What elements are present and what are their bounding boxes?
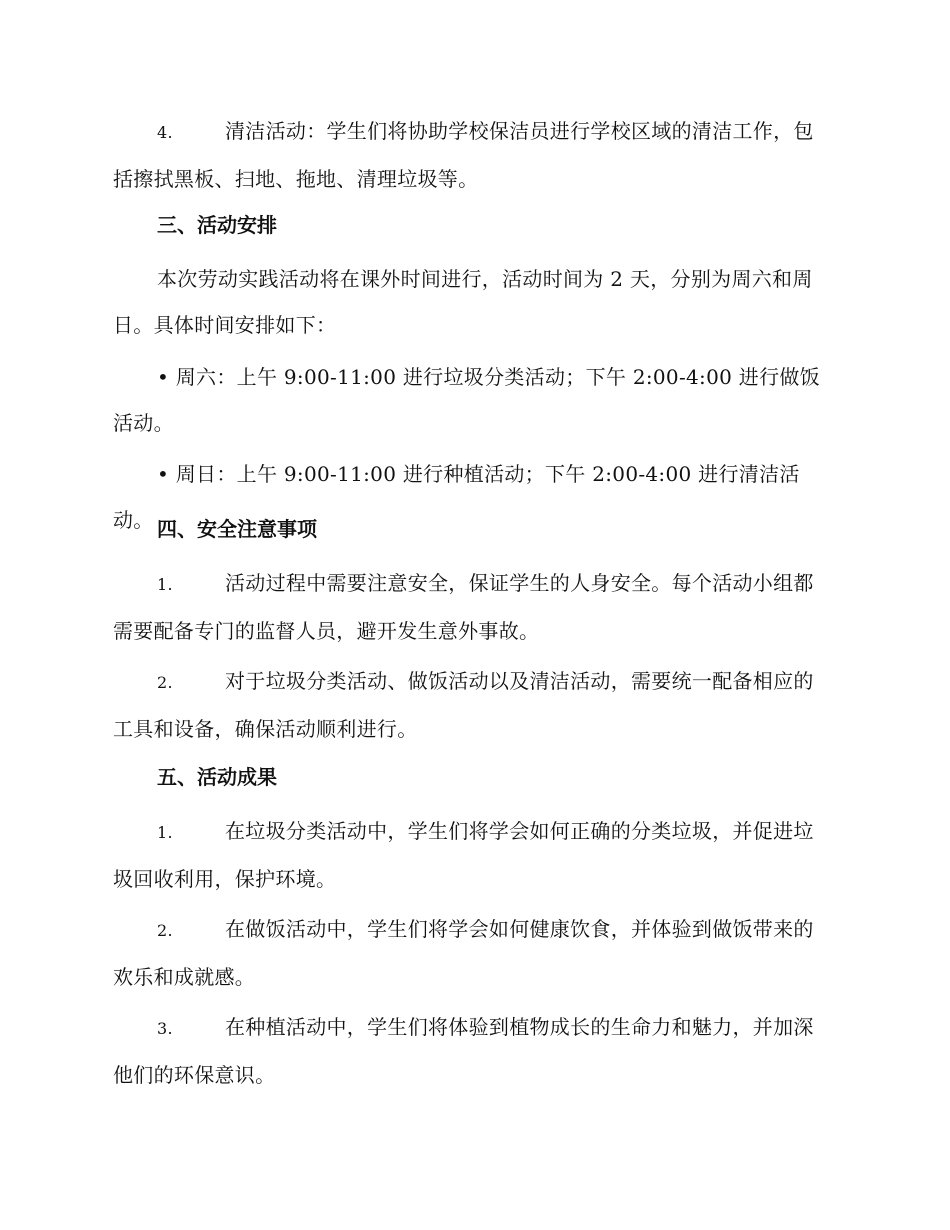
list-number: 3. (157, 1019, 173, 1038)
list-number: 2. (157, 921, 173, 940)
arrangement-intro-text: 本次劳动实践活动将在课外时间进行，活动时间为 2 天，分别为周六和周日。具体时间安排如下： (113, 267, 813, 337)
list-number: 1. (157, 823, 173, 842)
arrangement-intro (113, 256, 833, 348)
list-item (113, 560, 833, 654)
list-item (113, 658, 833, 752)
schedule-saturday (113, 354, 833, 446)
section-heading-results: 五、活动成果 (157, 765, 277, 789)
list-number: 1. (157, 575, 173, 594)
section-heading-safety: 四、安全注意事项 (157, 517, 317, 541)
list-item-text: 清洁活动：学生们将协助学校保洁员进行学校区域的清洁工作，包括擦拭黑板、扫地、拖地、清理垃圾等。 (113, 119, 814, 191)
list-item-cleaning (113, 108, 833, 202)
list-number: 4. (157, 123, 173, 142)
list-item-text: 对于垃圾分类活动、做饭活动以及清洁活动，需要统一配备相应的工具和设备，确保活动顺利进行。 (113, 669, 814, 741)
schedule-sunday-text: • 周日：上午 9:00-11:00 进行种植活动；下午 2:00-4:00 进行清洁活动。 (113, 462, 800, 532)
list-item (113, 1004, 833, 1098)
list-number: 2. (157, 673, 173, 692)
list-item (113, 906, 833, 1000)
section-heading-arrangement: 三、活动安排 (157, 213, 277, 237)
list-item-text: 在种植活动中，学生们将体验到植物成长的生命力和魅力，并加深他们的环保意识。 (113, 1015, 814, 1087)
list-item (113, 808, 833, 902)
list-item-text: 在垃圾分类活动中，学生们将学会如何正确的分类垃圾，并促进垃圾回收利用，保护环境。 (113, 819, 814, 891)
list-item-text: 活动过程中需要注意安全，保证学生的人身安全。每个活动小组都需要配备专门的监督人员，避开发生意外事故。 (113, 571, 814, 643)
list-item-text: 在做饭活动中，学生们将学会如何健康饮食，并体验到做饭带来的欢乐和成就感。 (113, 917, 814, 989)
schedule-saturday-text: • 周六：上午 9:00-11:00 进行垃圾分类活动；下午 2:00-4:00 进行做饭活动。 (113, 365, 820, 435)
